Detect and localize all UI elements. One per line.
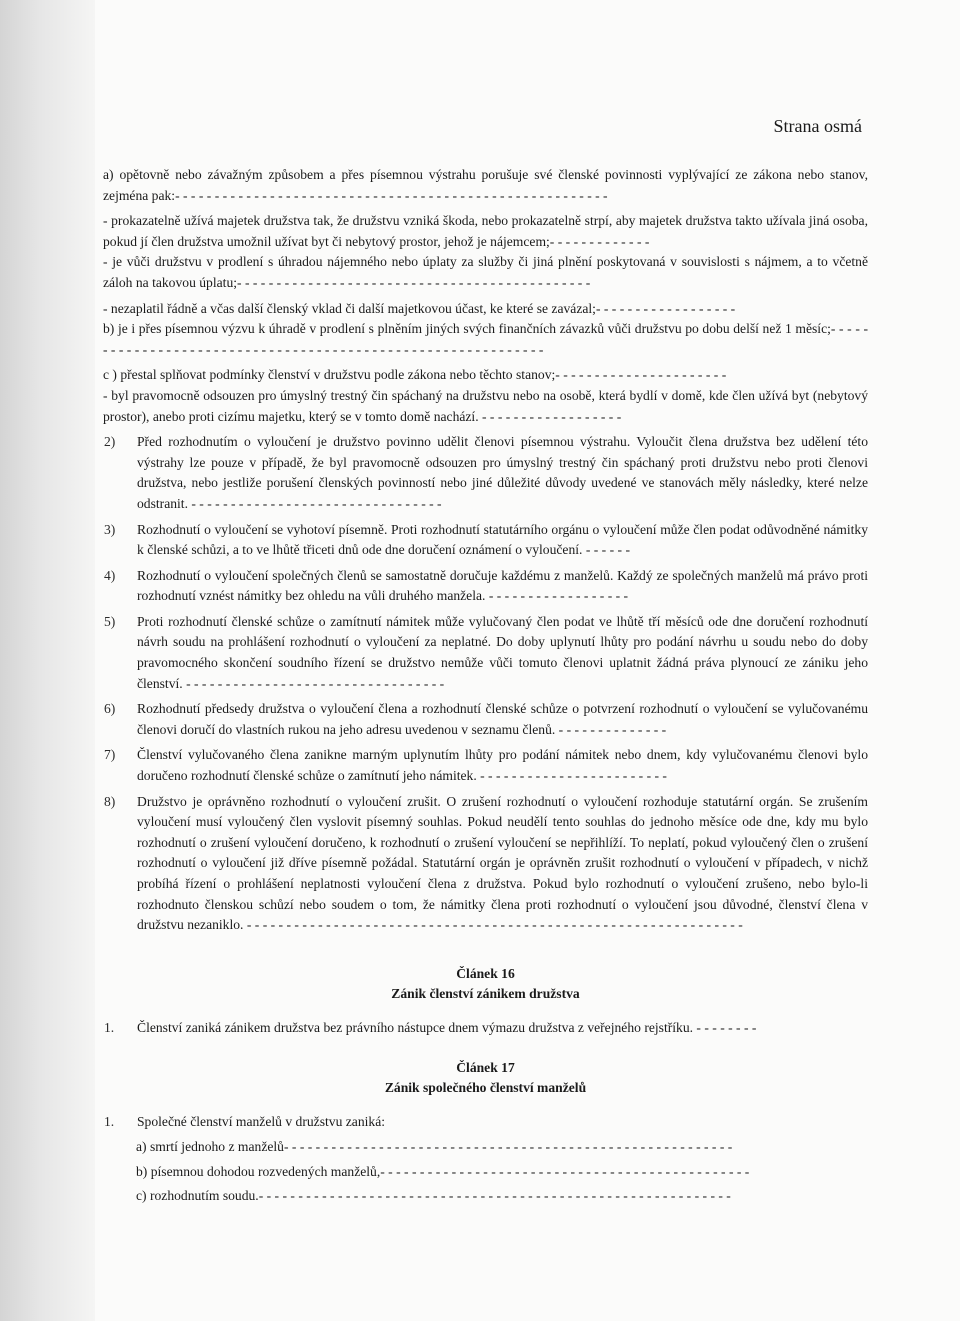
paragraph-number: 1.: [104, 1114, 115, 1130]
numbered-paragraph-7: [103, 745, 868, 786]
article-16-subtitle: Zánik členství zánikem družstva: [391, 985, 580, 1001]
article-17-heading: [103, 1058, 868, 1098]
sub-item-c: c) rozhodnutím soudu.- - - - - - - - - - - - - - - - - - - - - - - - - - - - - - - - - - - - - - - - - - - - - - - - - - - - - - - - - - - -: [136, 1188, 731, 1204]
numbered-paragraph-8: [103, 792, 868, 936]
paragraph-number: 2): [104, 434, 116, 450]
paragraph-number: 8): [104, 793, 116, 809]
clause-c: c ) přestal splňovat podmínky členství v družstvu podle zákona nebo těchto stanov;- - - - - - - - - - - - - - - - - - - - - -: [103, 367, 727, 383]
article-16-item-1: [103, 1018, 868, 1039]
numbered-paragraph-2: [103, 432, 868, 514]
paragraph-number: 5): [104, 613, 116, 629]
clause-b: b) je i přes písemnou výzvu k úhradě v prodlení s plněním jiných svých finančních závazků vůči družstvu po dobu delší než 1 měsíc;- - - - - - - - - - - - - - - - - - - - - - - - - - - - - - - - - - - - - - - - - - - - - - - - - - - - - - - - - - - - -: [103, 321, 868, 357]
article-17-item-1: [103, 1112, 868, 1133]
scan-shadow-edge: [0, 0, 95, 1321]
article-17-title: Článek 17: [456, 1060, 515, 1076]
clause-a-unpaid-deposit: - nezaplatil řádně a včas další členský vklad či další majetkovou účast, ke které se zavázal;- - - - - - - - - - - - - - - - - -: [103, 300, 736, 316]
numbered-paragraph-5: [103, 612, 868, 694]
paragraph-number: 7): [104, 747, 116, 763]
paragraph-number: 3): [104, 521, 116, 537]
paragraph-text: Společné členství manželů v družstvu zaniká:: [137, 1114, 386, 1130]
article-16-heading: [103, 964, 868, 1004]
sub-item-a: a) smrtí jednoho z manželů- - - - - - - - - - - - - - - - - - - - - - - - - - - - - - - - - - - - - - - - - - - - - - - - - - - - - - - - -: [136, 1138, 733, 1154]
numbered-paragraph-4: [103, 566, 868, 607]
article-16-title: Článek 16: [456, 965, 515, 981]
clause-a-rent-arrears: - je vůči družstvu v prodlení s úhradou nájemného nebo úplaty za služby či jiná plnění poskytovaná v souvislosti s nájmem, a to včetně záloh na takovou úplatu;- - - - - - - - - - - - - - - - - - - - - - - - - - - - - - - - - - - - - - - - - - - - -: [103, 254, 868, 290]
paragraph-text: Členství vylučovaného člena zanikne marným uplynutím lhůty pro podání námitek nebo dnem, kdy vylučovanému členovi bylo doručeno rozhodnutí členské schůze o zamítnutí jeho námitek. - - - - - - - - - - - - - - - - - - - - - - - -: [137, 747, 868, 784]
clause-c-convicted: - byl pravomocně odsouzen pro úmyslný trestný čin spáchaný na družstvu nebo na osobě, která bydlí v domě, kde člen užívá byt (nebytový prostor), anebo proti cizímu majetku, který se v tomto domě nachází. - - - - - - - - - - - - - - - - - -: [103, 387, 868, 424]
numbered-paragraph-3: [103, 520, 868, 561]
paragraph-text: Před rozhodnutím o vyloučení je družstvo povinno udělit členovi písemnou výstrahu. Vyloučit člena družstva bez udělení této výstrahy lze pouze v případě, že byl pravomocně odsouzen pro úmyslný trestný čin spáchaný proti družstvu nebo proti členovi družstva, nebo jestliže porušení členských povinností nebo jiné důležité důvody uvedené ve stanovách měly následky, které nelze odstranit. - - - - - - - - - - - - - - - - - - - - - - - - - - - - - - - -: [137, 434, 868, 511]
paragraph-text: Rozhodnutí předsedy družstva o vyloučení člena a rozhodnutí členské schůze o potvrzení rozhodnutí o vyloučení se vylučovanému členovi doručí do vlastních rukou na jeho adresu uvedenou v seznamu členů. - - - - - - - - - - - - - -: [137, 701, 868, 737]
article-17-subtitle: Zánik společného členství manželů: [384, 1080, 587, 1096]
paragraph-number: 4): [104, 567, 116, 583]
page-number-label: Strana osmá: [773, 116, 862, 136]
clause-a-damage: - prokazatelně užívá majetek družstva tak, že družstvu vzniká škoda, nebo prokazatelně strpí, aby majetek družstva takto užívala jiná osoba, pokud jí člen družstva umožnil užívat byt či nebytový prostor, jehož je nájemcem;- - - - - - - - - - - - -: [103, 213, 868, 249]
article-17-sub-list: [136, 1137, 868, 1207]
numbered-paragraph-6: [103, 699, 868, 740]
paragraph-text: Družstvo je oprávněno rozhodnutí o vyloučení zrušit. O zrušení rozhodnutí o vyloučení rozhoduje statutární orgán. Se zrušením vyloučení musí vyloučený člen vyslovit písemný souhlas. Pokud neudělí tento souhlas do jednoho měsíce ode dne, kdy mu bylo rozhodnutí o zrušení vyloučení doručeno, k rozhodnutí o zrušení vyloučení se nepřihlíží. To neplatí, pokud vyloučený člen o zrušení rozhodnutí o vyloučení již dříve písemně požádal. Statutární orgán je oprávněn zrušit rozhodnutí o vyloučení v případech, v nichž probíhá řízení o prohlášení neplatnosti vyloučení člena z družstva. Pokud bylo rozhodnutí o vyloučení zrušeno, nebo bylo-li rozhodnuto členskou schůzí nebo soudem o tom, že námitky člena proti rozhodnutí o vyloučení jsou důvodné, členství člena v družstvu nezaniklo. - - - - - - - - - - - - - - - - - - - - - - - - - - - - - - - - - - - - - - - - - - - - - - - - - - - - - - - - - - - - - - -: [137, 793, 868, 933]
paragraph-text: Proti rozhodnutí členské schůze o zamítnutí námitek může vylučovaný člen podat ve lhůtě tří měsíců ode dne doručení rozhodnutí návrh soudu na prohlášení rozhodnutí o vyloučení za neplatné. Do doby uplynutí lhůty pro podání návrhu u soudu nebo do doby pravomocného skončení soudního řízení se družstvo nemůže vůči tomuto členovi uplatnit žádná práva plynoucí ze zániku jeho členství. - - - - - - - - - - - - - - - - - - - - - - - - - - - - - - - - -: [137, 613, 868, 691]
document-body: [103, 165, 868, 1207]
paragraph-text: Rozhodnutí o vyloučení se vyhotoví písemně. Proti rozhodnutí statutárního orgánu o vyloučení může člen podat odůvodněné námitky k členské schůzi, a to ve lhůtě třiceti dnů ode dne doručení oznámení o vyloučení. - - - - - -: [137, 521, 868, 558]
paragraph-text: Rozhodnutí o vyloučení společných členů se samostatně doručuje každému z manželů. Každý ze společných manželů má právo proti rozhodnutí vznést námitky bez ohledu na vůli druhého manžela. - - - - - - - - - - - - - - - - - -: [137, 567, 868, 604]
sub-item-b: b) písemnou dohodou rozvedených manželů,- - - - - - - - - - - - - - - - - - - - - - - - - - - - - - - - - - - - - - - - - - - - - - -: [136, 1163, 750, 1179]
clause-a: a) opětovně nebo závažným způsobem a přes písemnou výstrahu porušuje své členské povinnosti vyplývající ze zákona nebo stanov, zejména pak:- - - - - - - - - - - - - - - - - - - - - - - - - - - - - - - - - - - - - - - - - - - - - - - - - - - - - - -: [103, 167, 868, 203]
paragraph-number: 1.: [104, 1019, 115, 1035]
paragraph-number: 6): [104, 701, 116, 717]
paragraph-text: Členství zaniká zánikem družstva bez právního nástupce dnem výmazu družstva z veřejného rejstříku. - - - - - - - -: [137, 1019, 757, 1035]
